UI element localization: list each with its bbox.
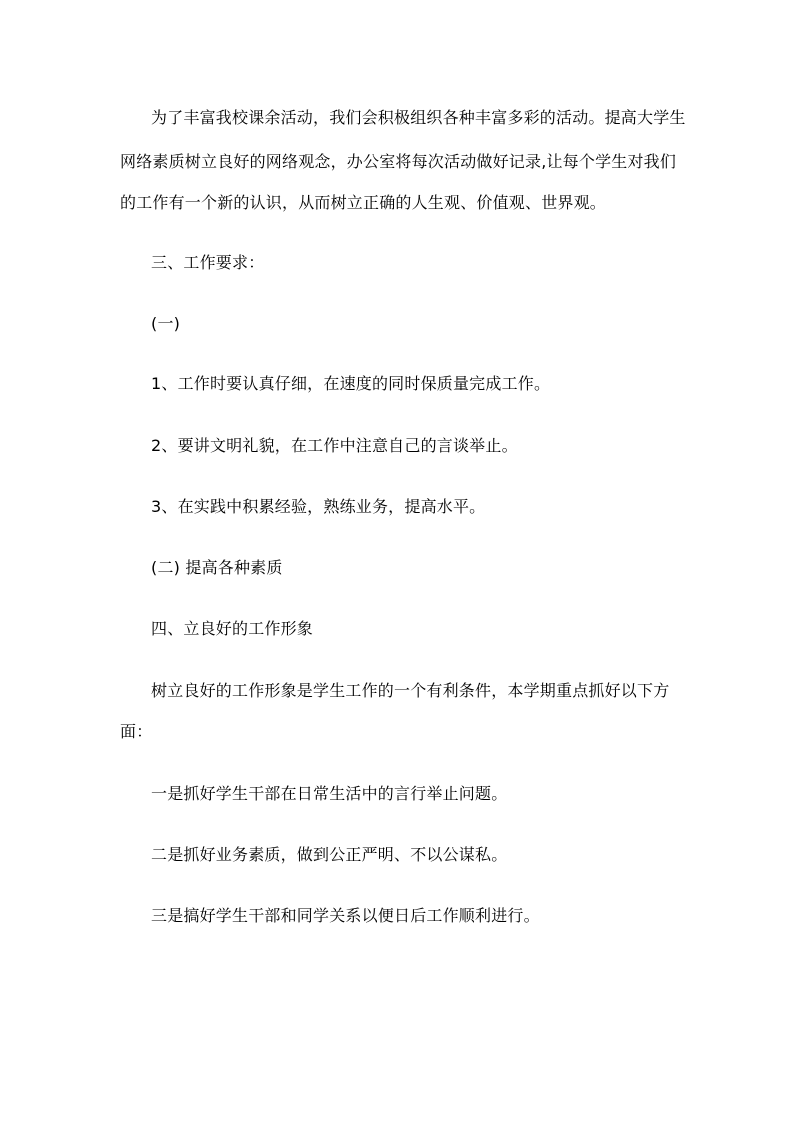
paragraph-1-line-3: 的工作有一个新的认识，从而树立正确的人生观、价值观、世界观。	[120, 193, 607, 212]
point-1: 一是抓好学生干部在日常生活中的言行举止问题。	[151, 784, 508, 803]
paragraph-2-line-2: 面：	[120, 722, 153, 741]
list-item-3: 3、在实践中积累经验，熟练业务，提高水平。	[151, 497, 486, 516]
point-2: 二是抓好业务素质，做到公正严明、不以公谋私。	[151, 845, 508, 864]
paragraph-1-line-1: 为了丰富我校课余活动，我们会积极组织各种丰富多彩的活动。提高大学生	[151, 108, 686, 127]
subsection-1-heading: (一)	[151, 314, 181, 333]
list-item-2: 2、要讲文明礼貌，在工作中注意自己的言谈举止。	[151, 436, 518, 455]
section-3-heading: 三、工作要求：	[151, 253, 265, 272]
point-3: 三是搞好学生干部和同学关系以便日后工作顺利进行。	[151, 906, 540, 925]
paragraph-2-line-1: 树立良好的工作形象是学生工作的一个有利条件，本学期重点抓好以下方	[151, 681, 670, 700]
list-item-1: 1、工作时要认真仔细，在速度的同时保质量完成工作。	[151, 374, 551, 393]
subsection-2-heading: (二) 提高各种素质	[151, 558, 283, 577]
paragraph-1-line-2: 网络素质树立良好的网络观念，办公室将每次活动做好记录,让每个学生对我们	[120, 152, 677, 171]
section-4-heading: 四、立良好的工作形象	[151, 619, 314, 638]
